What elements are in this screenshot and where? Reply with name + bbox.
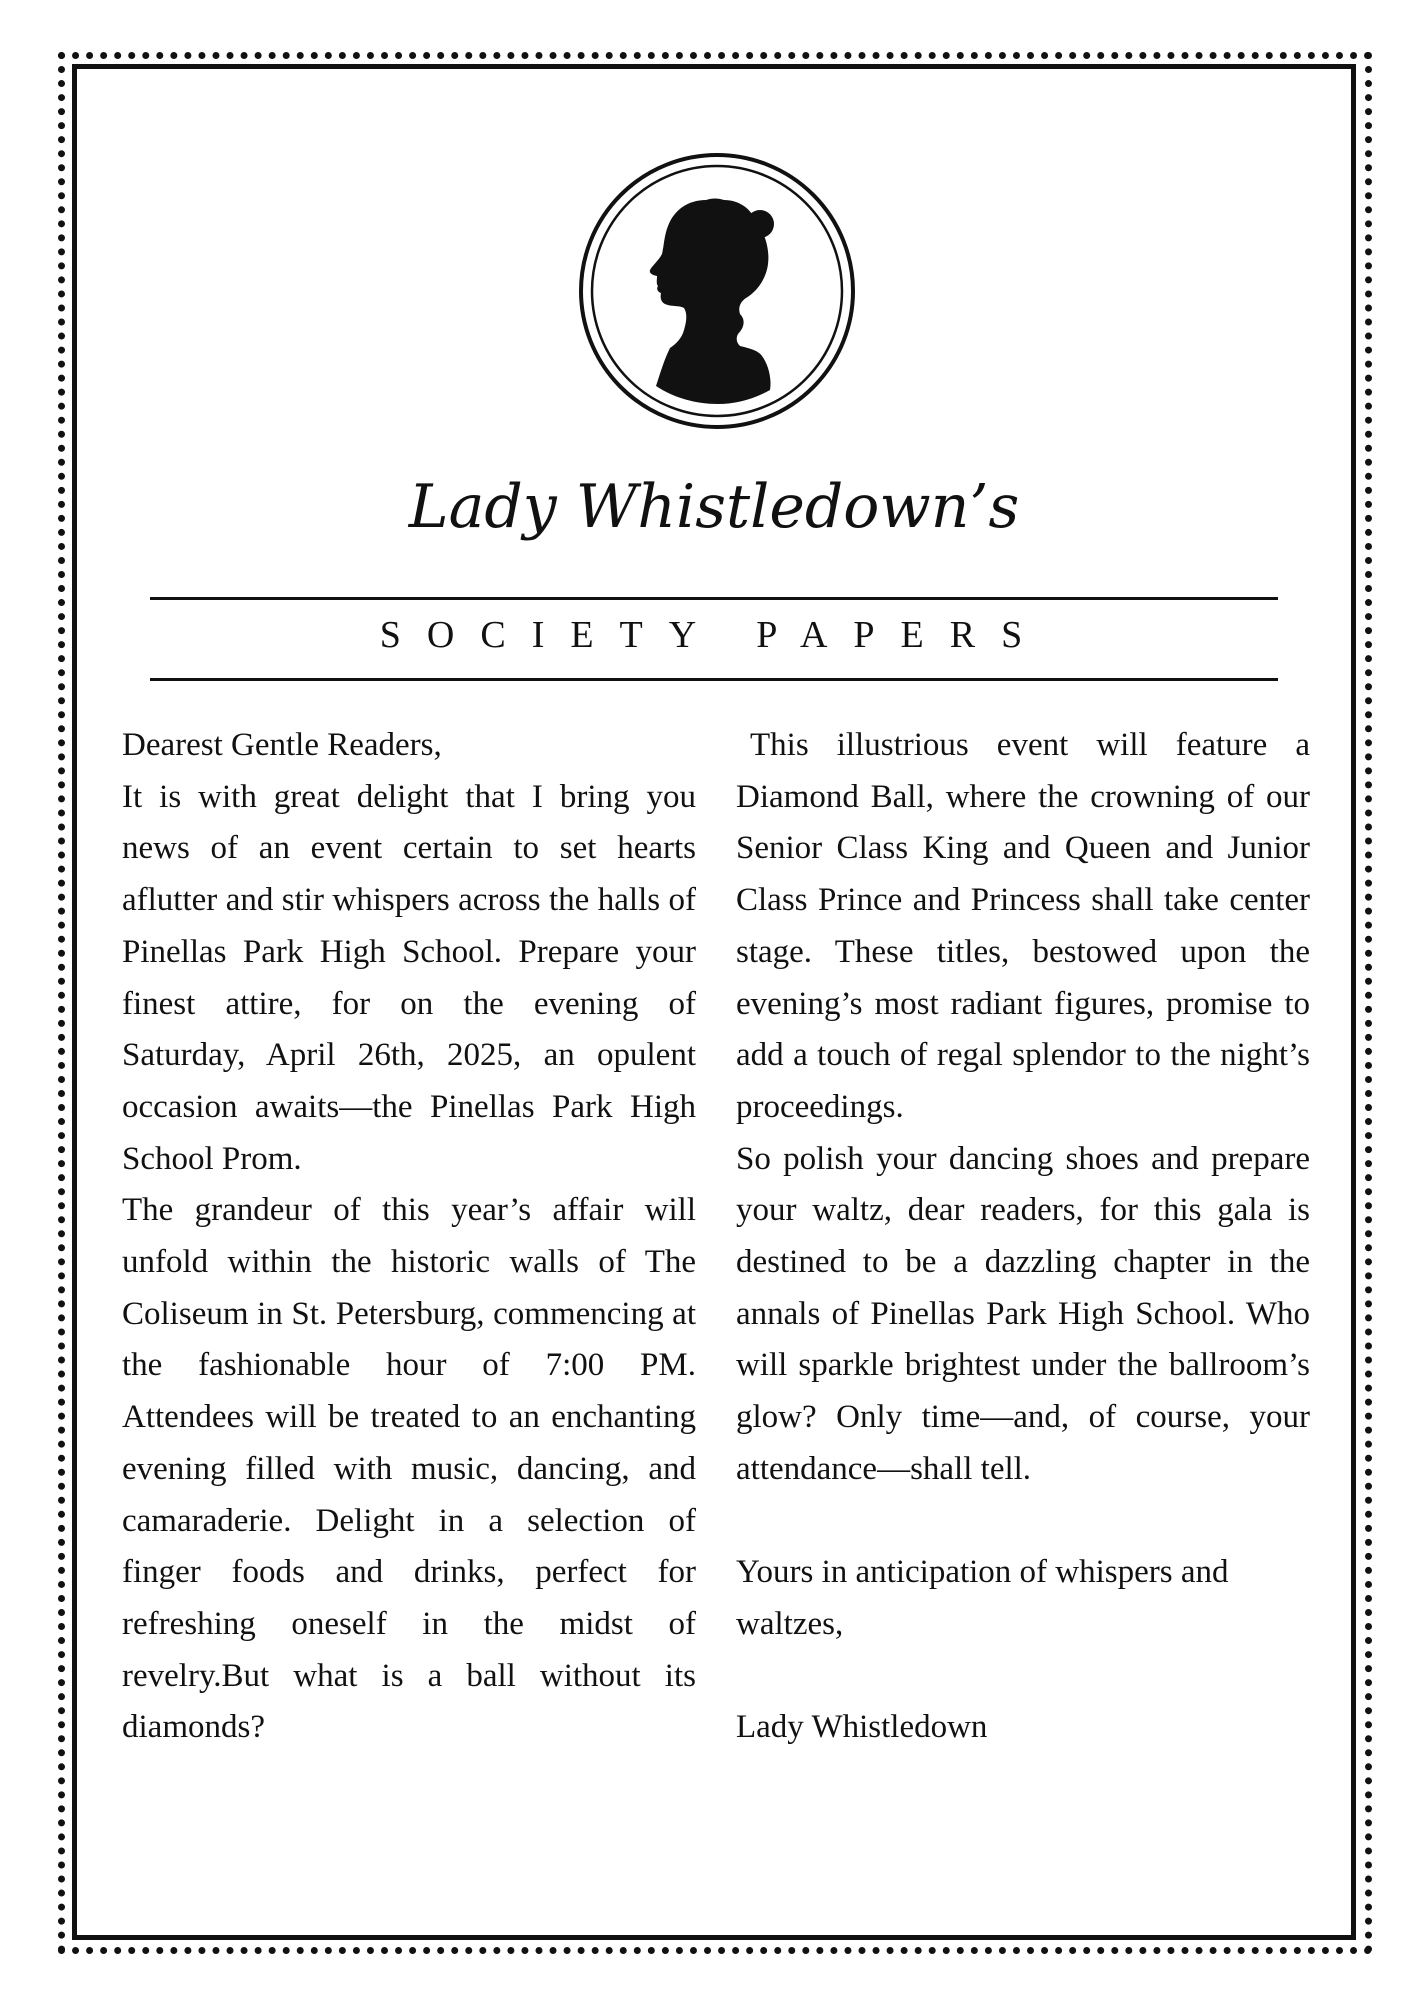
right-column: [736, 720, 1310, 1754]
spacer: [736, 1651, 1310, 1703]
greeting: Dearest Gentle Readers,: [122, 727, 442, 763]
left-column: [122, 720, 696, 1754]
masthead-top-rule: [150, 597, 1278, 600]
masthead-title: Lady Whistledown’s: [408, 472, 1020, 542]
closing-line: Yours in anticipation of whispers and waltzes,: [736, 1554, 1229, 1642]
paragraph-intro: It is with great delight that I bring you news of an event certain to set hearts aflutter and stir whispers across the halls of Pinellas Park High School. Prepare your finest attire, for on the evening of Saturday, April 26th, 2025, an opulent occasion awaits—the Pinellas Park High School Prom.: [122, 778, 696, 1177]
woman-silhouette-cameo-icon: [578, 152, 856, 430]
masthead-subtitle: SOCIETY PAPERS: [379, 614, 1049, 656]
masthead-bottom-rule: [150, 678, 1278, 681]
spacer: [736, 1496, 1310, 1548]
paragraph-diamond-ball: This illustrious event will feature a Diamond Ball, where the crowning of our Senior Class King and Queen and Junior Class Prince and Princess shall take center stage. These titles, bestowed upon the evening’s most radiant figures, promise to add a touch of regal splendor to the night’s proceedings.: [736, 727, 1310, 1125]
signature: Lady Whistledown: [736, 1709, 988, 1746]
paragraph-closing-call: So polish your dancing shoes and prepare your waltz, dear readers, for this gala is destined to be a dazzling chapter in the annals of Pinellas Park High School. Who will sparkle brightest under the ballroom’s glow? Only time—and, of course, your attendance—shall tell.: [736, 1140, 1310, 1487]
paragraph-venue: The grandeur of this year’s affair will unfold within the historic walls of The Coliseum in St. Petersburg, commencing at the fashionable hour of 7:00 PM. Attendees will be treated to an enchanting evening filled with music, dancing, and camaraderie. Delight in a selection of finger foods and drinks, perfect for refreshing oneself in the midst of revelry.But what is a ball without its diamonds?: [122, 1192, 696, 1746]
